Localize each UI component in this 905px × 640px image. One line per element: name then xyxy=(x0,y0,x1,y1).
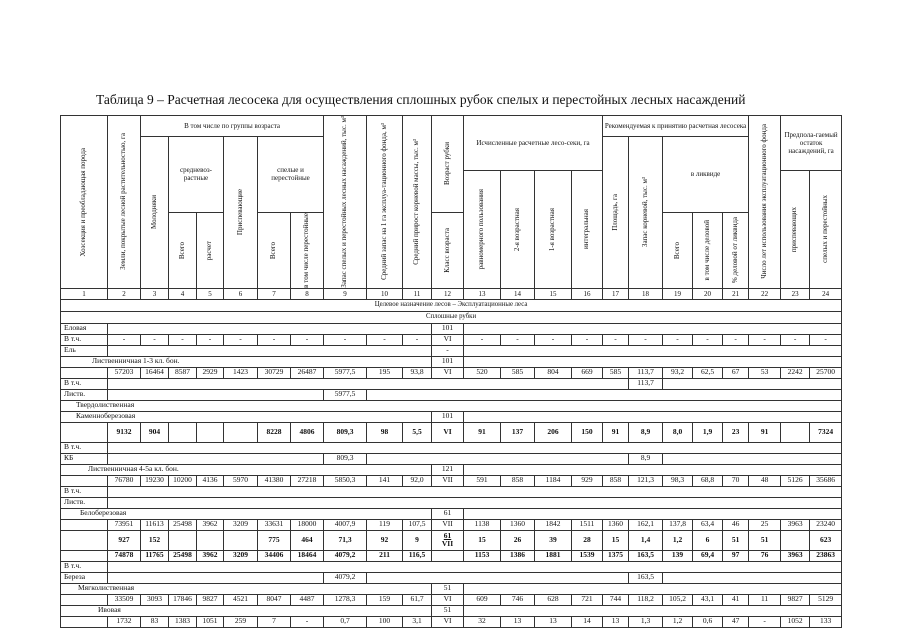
table-cell: 25498 xyxy=(169,519,197,530)
table-cell: 23 xyxy=(723,422,749,442)
age-fraction: 61 VII xyxy=(432,530,464,550)
table-cell: 0,7 xyxy=(324,616,367,627)
table-cell: 150 xyxy=(572,422,603,442)
table-cell: 13 xyxy=(603,616,629,627)
table-cell: 137,8 xyxy=(663,519,693,530)
table-cell: 73951 xyxy=(108,519,141,530)
table-cell: 91 xyxy=(749,422,781,442)
table-row xyxy=(61,594,842,605)
col-calc3-header: 1-я возрастная xyxy=(535,170,572,288)
row-label: КБ xyxy=(61,453,108,464)
table-cell: 13 xyxy=(501,616,535,627)
col-mid-all-header: Всего xyxy=(169,212,197,288)
column-number: 20 xyxy=(693,288,723,299)
table-cell: 25498 xyxy=(169,550,197,561)
table-cell: 35686 xyxy=(810,475,842,486)
table-row: Мягколиственная 51 xyxy=(61,583,842,594)
table-cell: - xyxy=(291,616,324,627)
col-mid-calc-header: расчет xyxy=(197,212,224,288)
table-cell: 8228 xyxy=(258,422,291,442)
column-number: 19 xyxy=(663,288,693,299)
row-label: В т.ч. xyxy=(61,378,108,389)
table-cell: 68,8 xyxy=(693,475,723,486)
col-rec-area-header: Площадь, га xyxy=(603,137,629,289)
column-number: 11 xyxy=(403,288,432,299)
table-cell: 11 xyxy=(749,594,781,605)
column-number: 6 xyxy=(224,288,258,299)
table-cell: 0,6 xyxy=(693,616,723,627)
table-cell: 93,2 xyxy=(663,367,693,378)
table-cell: 41 xyxy=(723,594,749,605)
table-cell xyxy=(432,550,464,561)
column-number: 5 xyxy=(197,288,224,299)
col-calc1-header: равномерного пользования xyxy=(464,170,501,288)
table-cell: 4521 xyxy=(224,594,258,605)
group-label: Твердолиственная xyxy=(61,400,842,411)
table-cell: 206 xyxy=(535,422,572,442)
table-cell: 669 xyxy=(572,367,603,378)
table-cell: 74878 xyxy=(108,550,141,561)
table-cell: 69,4 xyxy=(693,550,723,561)
table-cell: 5970 xyxy=(224,475,258,486)
liquid-header: в ликвиде xyxy=(663,137,749,213)
table-cell: 1052 xyxy=(781,616,810,627)
table-cell: 119 xyxy=(367,519,403,530)
group-label: Лиственничная 1-3 кл. бон. xyxy=(61,356,432,367)
table-cell: 23240 xyxy=(810,519,842,530)
column-number: 1 xyxy=(61,288,108,299)
table-cell: 4007,9 xyxy=(324,519,367,530)
table-cell: 27218 xyxy=(291,475,324,486)
column-number: 8 xyxy=(291,288,324,299)
col-liq-all-header: Всего xyxy=(663,212,693,288)
col-forest-land-header: Земли, покрытые лесной растительностью, га xyxy=(108,116,141,289)
table-cell: 904 xyxy=(141,422,169,442)
col-ripening-header: Приспевающие xyxy=(224,137,258,289)
col-avg-stock-header: Средний запас на 1 га эксплуа-тационного фонда, м³ xyxy=(367,116,403,289)
table-cell: 159 xyxy=(367,594,403,605)
col-avg-growth-header: Средний прирост корневой массы, тыс. м³ xyxy=(403,116,432,289)
table-cell: 746 xyxy=(501,594,535,605)
table-cell: 32 xyxy=(464,616,501,627)
table-cell: 18000 xyxy=(291,519,324,530)
table-row xyxy=(61,442,842,453)
table-cell: 116,5 xyxy=(403,550,432,561)
column-number: 9 xyxy=(324,288,367,299)
table-cell xyxy=(169,422,197,442)
table-row: Белоберезовая 61 xyxy=(61,508,842,519)
table-cell: VI xyxy=(432,422,464,442)
table-cell: 118,2 xyxy=(629,594,663,605)
table-row: Лиственничная 1-3 кл. бон. 101 xyxy=(61,356,842,367)
remainder-header: Предпола-гаемый остаток насаждений, га xyxy=(781,116,842,171)
table-cell: 163,5 xyxy=(629,550,663,561)
column-number: 3 xyxy=(141,288,169,299)
table-cell: VI xyxy=(432,594,464,605)
table-cell: 744 xyxy=(603,594,629,605)
table-cell: 11613 xyxy=(141,519,169,530)
table-row xyxy=(61,475,842,486)
table-row xyxy=(61,616,842,627)
table-cell: 76 xyxy=(749,550,781,561)
table-cell: 5850,3 xyxy=(324,475,367,486)
table-cell: 3962 xyxy=(197,550,224,561)
table-cell: 113,7 xyxy=(629,367,663,378)
cutting-area-table xyxy=(60,115,842,628)
col-liq-incl-header: в том числе деловой xyxy=(693,212,723,288)
table-cell: 1383 xyxy=(169,616,197,627)
table-cell: 195 xyxy=(367,367,403,378)
table-row: Береза 4079,2 163,5 xyxy=(61,572,842,583)
table-cell: 133 xyxy=(810,616,842,627)
table-cell: 41380 xyxy=(258,475,291,486)
table-cell: 162,1 xyxy=(629,519,663,530)
ripe-header: спелые и перестойные xyxy=(258,137,324,213)
table-cell: 5,5 xyxy=(403,422,432,442)
table-cell: 83 xyxy=(141,616,169,627)
table-cell: 211 xyxy=(367,550,403,561)
table-row: 927 152 775 464 71,3 92 9 61 VII 15 26 39 28 15 1,4 1,2 6 51 51 623 xyxy=(61,530,842,550)
table-cell: 7 xyxy=(258,616,291,627)
table-cell: 10200 xyxy=(169,475,197,486)
table-cell: 259 xyxy=(224,616,258,627)
table-cell: 47 xyxy=(723,616,749,627)
age-group-header: В том числе по группы возраста xyxy=(141,116,324,137)
table-cell: 70 xyxy=(723,475,749,486)
table-cell: 858 xyxy=(501,475,535,486)
table-cell: 101 xyxy=(432,323,464,334)
table-cell: 8587 xyxy=(169,367,197,378)
table-cell: 3963 xyxy=(781,519,810,530)
table-cell: 858 xyxy=(603,475,629,486)
table-cell: 591 xyxy=(464,475,501,486)
table-cell: 3,1 xyxy=(403,616,432,627)
table-cell: 1,2 xyxy=(663,616,693,627)
table-cell: 1360 xyxy=(603,519,629,530)
table-cell: 16464 xyxy=(141,367,169,378)
col-ripe-all-header: Всего xyxy=(258,212,291,288)
table-cell: 585 xyxy=(603,367,629,378)
table-cell: 1511 xyxy=(572,519,603,530)
table-cell: 628 xyxy=(535,594,572,605)
table-row: В т.ч. - - - - - - - - - - VI - - - - - - - - - - - - xyxy=(61,334,842,345)
table-title: Таблица 9 – Расчетная лесосека для осуществления сплошных рубок спелых и перестойных лесных насаждений xyxy=(96,92,746,107)
table-cell: 76780 xyxy=(108,475,141,486)
table-cell: - xyxy=(749,616,781,627)
col-rem1-header: приспевающих xyxy=(781,170,810,288)
section-purpose: Целевое назначение лесов – Эксплуатационные леса xyxy=(61,299,842,311)
table-cell: 19230 xyxy=(141,475,169,486)
table-cell: 33509 xyxy=(108,594,141,605)
table-cell: 8,0 xyxy=(663,422,693,442)
table-cell: 100 xyxy=(367,616,403,627)
row-label: Ель xyxy=(61,345,108,356)
table-cell xyxy=(197,422,224,442)
column-number: 13 xyxy=(464,288,501,299)
table-cell: 9827 xyxy=(197,594,224,605)
table-cell: 3209 xyxy=(224,550,258,561)
table-cell: 1881 xyxy=(535,550,572,561)
row-label: Листв. xyxy=(61,389,108,400)
table-row: Ивовая 51 xyxy=(61,605,842,616)
column-number: 21 xyxy=(723,288,749,299)
table-cell: 13 xyxy=(535,616,572,627)
row-label: Листв. xyxy=(61,497,108,508)
table-cell: 46 xyxy=(723,519,749,530)
table-row: В т.ч. 113,7 xyxy=(61,378,842,389)
row-label: В т.ч. xyxy=(61,486,108,497)
table-cell: 3209 xyxy=(224,519,258,530)
col-cut-age-header: Возраст рубки xyxy=(432,116,464,213)
row-label: Еловая xyxy=(61,323,108,334)
column-number: 7 xyxy=(258,288,291,299)
mid-age-header: средневоз-растные xyxy=(169,137,224,213)
col-years-header: Число лет использования эксплуатационного фонда xyxy=(749,116,781,289)
col-rem2-header: спелых и перестойных xyxy=(810,170,842,288)
table-cell: 62,5 xyxy=(693,367,723,378)
table-cell: 1539 xyxy=(572,550,603,561)
column-number: 2 xyxy=(108,288,141,299)
table-cell: 57203 xyxy=(108,367,141,378)
table-cell: VI xyxy=(432,367,464,378)
table-cell: VII xyxy=(432,519,464,530)
column-number: 14 xyxy=(501,288,535,299)
table-cell: 5977,5 xyxy=(324,367,367,378)
table-cell: 809,3 xyxy=(324,422,367,442)
table-cell: 30729 xyxy=(258,367,291,378)
table-cell: 1375 xyxy=(603,550,629,561)
table-row: КБ 809,3 8,9 xyxy=(61,453,842,464)
group-label: Мягколиственная xyxy=(61,583,432,594)
table-cell: 137 xyxy=(501,422,535,442)
table-cell: 121,3 xyxy=(629,475,663,486)
col-calc2-header: 2-я возрастная xyxy=(501,170,535,288)
table-cell: 14 xyxy=(572,616,603,627)
column-number: 4 xyxy=(169,288,197,299)
table-cell: 4806 xyxy=(291,422,324,442)
table-cell: 25700 xyxy=(810,367,842,378)
group-label: Белоберезовая xyxy=(61,508,432,519)
table-cell: 804 xyxy=(535,367,572,378)
table-cell: 91 xyxy=(603,422,629,442)
table-cell: 4487 xyxy=(291,594,324,605)
table-row xyxy=(61,367,842,378)
table-cell: 63,4 xyxy=(693,519,723,530)
table-row xyxy=(61,422,842,442)
table-cell: 1051 xyxy=(197,616,224,627)
table-row: Лиственничная 4-5а кл. бон. 121 xyxy=(61,464,842,475)
row-label: В т.ч. xyxy=(61,334,108,345)
table-cell: 1386 xyxy=(501,550,535,561)
table-cell: 11765 xyxy=(141,550,169,561)
column-number: 23 xyxy=(781,288,810,299)
table-cell: 34406 xyxy=(258,550,291,561)
table-cell: 8,9 xyxy=(629,422,663,442)
table-cell: 1842 xyxy=(535,519,572,530)
table-cell: VI xyxy=(432,616,464,627)
table-cell: 721 xyxy=(572,594,603,605)
table-cell: 1153 xyxy=(464,550,501,561)
column-number: 18 xyxy=(629,288,663,299)
table-cell xyxy=(781,422,810,442)
table-cell: 1732 xyxy=(108,616,141,627)
table-cell: 3963 xyxy=(781,550,810,561)
table-row xyxy=(61,550,842,561)
group-label: Ивовая xyxy=(61,605,432,616)
table-cell: 2242 xyxy=(781,367,810,378)
table-cell: 3962 xyxy=(197,519,224,530)
table-cell: 92,0 xyxy=(403,475,432,486)
table-cell: 67 xyxy=(723,367,749,378)
table-cell: 43,1 xyxy=(693,594,723,605)
row-label: В т.ч. xyxy=(61,442,108,453)
table-cell: 1138 xyxy=(464,519,501,530)
table-cell: 97 xyxy=(723,550,749,561)
column-number: 10 xyxy=(367,288,403,299)
col-section-header: Хозсекция и преобладающая порода xyxy=(61,116,108,289)
table-cell: 107,5 xyxy=(403,519,432,530)
col-young-header: Молодняки xyxy=(141,137,169,289)
table-cell: 1184 xyxy=(535,475,572,486)
column-number: 16 xyxy=(572,288,603,299)
table-cell: 105,2 xyxy=(663,594,693,605)
column-number-row xyxy=(61,288,842,299)
table-cell: 18464 xyxy=(291,550,324,561)
section-cut-type: Сплошные рубки xyxy=(61,311,842,323)
calc-header: Исчисленные расчетные лесо-секи, га xyxy=(464,116,603,171)
table-cell: 5126 xyxy=(781,475,810,486)
table-row: Листв. 5977,5 xyxy=(61,389,842,400)
table-cell: 520 xyxy=(464,367,501,378)
table-cell: 4079,2 xyxy=(324,550,367,561)
table-cell: 26487 xyxy=(291,367,324,378)
table-cell: 98 xyxy=(367,422,403,442)
rec-header: Рекомендуемая к принятию расчетная лесосека xyxy=(603,116,749,137)
table-row: Ель - xyxy=(61,345,842,356)
table-cell: VII xyxy=(432,475,464,486)
table-cell: 141 xyxy=(367,475,403,486)
column-number: 17 xyxy=(603,288,629,299)
table-cell: 48 xyxy=(749,475,781,486)
table-cell: 1423 xyxy=(224,367,258,378)
table-cell: 1,9 xyxy=(693,422,723,442)
group-label: Каменноберезовая xyxy=(61,411,432,422)
table-cell: 61,7 xyxy=(403,594,432,605)
table-cell: 9132 xyxy=(108,422,141,442)
group-label: Лиственничная 4-5а кл. бон. xyxy=(61,464,432,475)
col-calc4-header: интегральная xyxy=(572,170,603,288)
table-cell: 929 xyxy=(572,475,603,486)
table-cell: 17846 xyxy=(169,594,197,605)
table-cell: 9827 xyxy=(781,594,810,605)
table-cell: 1278,3 xyxy=(324,594,367,605)
table-cell: 585 xyxy=(501,367,535,378)
table-cell xyxy=(224,422,258,442)
table-row: Каменноберезовая 101 xyxy=(61,411,842,422)
col-age-class-header: Класс возраста xyxy=(432,212,464,288)
table-cell: 25 xyxy=(749,519,781,530)
table-cell: 33631 xyxy=(258,519,291,530)
table-cell: 5129 xyxy=(810,594,842,605)
row-label: В т.ч. xyxy=(61,561,108,572)
table-cell: 98,3 xyxy=(663,475,693,486)
table-row xyxy=(61,486,842,497)
table-row xyxy=(61,497,842,508)
row-label: Береза xyxy=(61,572,108,583)
col-ripe-stock-header: Запас спелых и перестойных лесных насаждений, тыс. м³ xyxy=(324,116,367,289)
column-number: 24 xyxy=(810,288,842,299)
col-liq-pct-header: % деловой от ликвида xyxy=(723,212,749,288)
table-cell: 91 xyxy=(464,422,501,442)
table-row xyxy=(61,400,842,411)
table-cell: 3093 xyxy=(141,594,169,605)
table-cell: 23863 xyxy=(810,550,842,561)
column-number: 15 xyxy=(535,288,572,299)
table-cell: 8047 xyxy=(258,594,291,605)
table-cell: 4136 xyxy=(197,475,224,486)
table-row xyxy=(61,561,842,572)
table-cell: 609 xyxy=(464,594,501,605)
table-row xyxy=(61,323,842,334)
table-cell: 7324 xyxy=(810,422,842,442)
table-cell: 53 xyxy=(749,367,781,378)
table-row xyxy=(61,519,842,530)
col-ripe-incl-header: в том числе перестойные xyxy=(291,212,324,288)
table-cell: 93,8 xyxy=(403,367,432,378)
col-rec-stock-header: Запас корневой, тыс. м³ xyxy=(629,137,663,289)
table-cell: 1,3 xyxy=(629,616,663,627)
table-cell: 1360 xyxy=(501,519,535,530)
column-number: 22 xyxy=(749,288,781,299)
table-cell: 139 xyxy=(663,550,693,561)
column-number: 12 xyxy=(432,288,464,299)
table-cell: 2929 xyxy=(197,367,224,378)
